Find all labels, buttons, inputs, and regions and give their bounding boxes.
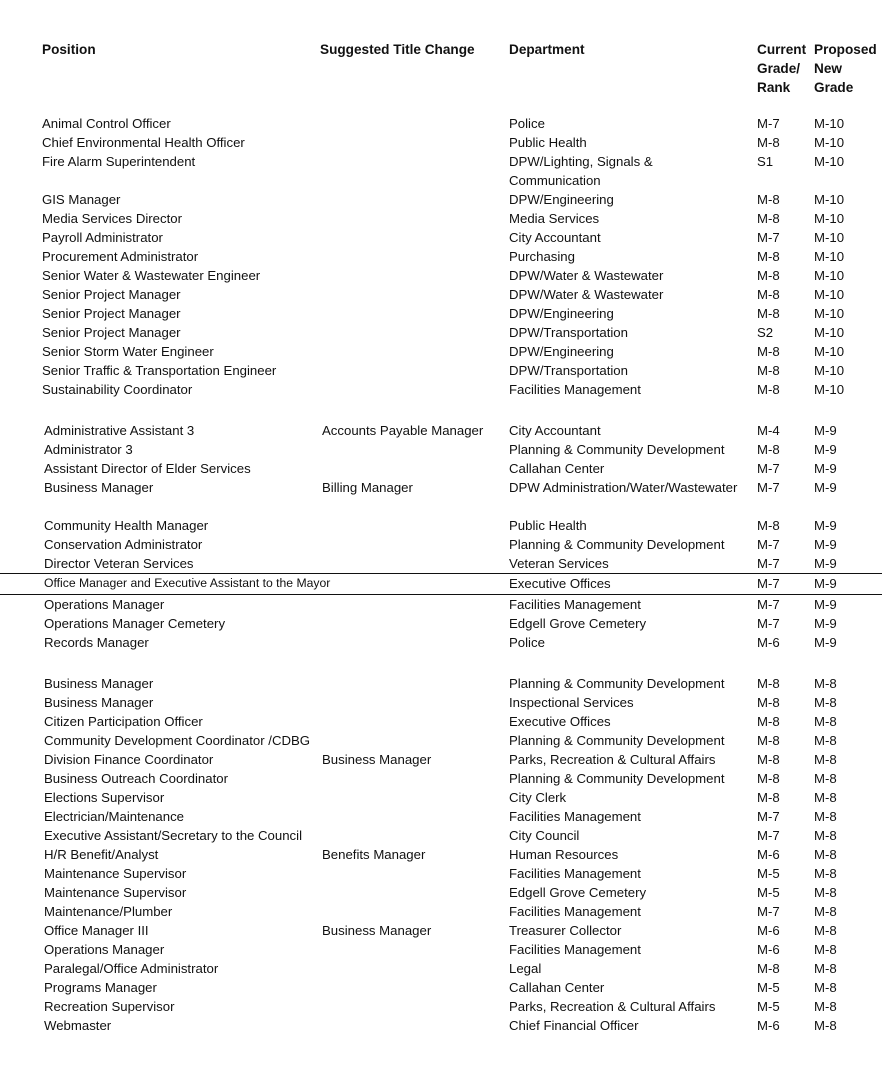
proposed-grade-cell: M-8 — [814, 790, 837, 805]
proposed-grade-cell: M-9 — [814, 616, 837, 631]
proposed-grade-cell: M-9 — [814, 537, 837, 552]
current-grade-cell: M-8 — [757, 695, 780, 710]
current-grade-cell: M-7 — [757, 904, 780, 919]
department-cell: DPW/Water & Wastewater — [509, 287, 664, 302]
proposed-grade-cell: M-8 — [814, 676, 837, 691]
table-row — [0, 440, 882, 459]
department-cell: Parks, Recreation & Cultural Affairs — [509, 999, 716, 1014]
position-cell: Webmaster — [44, 1018, 112, 1033]
proposed-grade-cell: M-8 — [814, 942, 837, 957]
proposed-grade-cell: M-9 — [814, 635, 837, 650]
position-cell: Business Manager — [44, 676, 154, 691]
current-grade-cell: M-7 — [757, 576, 780, 591]
department-cell: DPW/Engineering — [509, 192, 614, 207]
proposed-grade-cell: M-8 — [814, 923, 837, 938]
table-row — [0, 133, 882, 152]
proposed-grade-cell: M-8 — [814, 828, 837, 843]
proposed-grade-cell: M-8 — [814, 771, 837, 786]
table-header — [0, 40, 882, 100]
position-cell: Business Manager — [44, 480, 154, 495]
table-row — [0, 209, 882, 228]
current-grade-cell: M-7 — [757, 230, 780, 245]
department-cell: Treasurer Collector — [509, 923, 622, 938]
proposed-grade-cell: M-10 — [814, 154, 845, 169]
proposed-grade-cell: M-10 — [814, 382, 845, 397]
proposed-grade-cell: M-10 — [814, 135, 845, 150]
department-cell: Public Health — [509, 518, 587, 533]
position-cell: H/R Benefit/Analyst — [44, 847, 159, 862]
proposed-grade-cell: M-9 — [814, 423, 837, 438]
suggested-title-cell: Benefits Manager — [322, 847, 426, 862]
department-cell: Planning & Community Development — [509, 771, 725, 786]
table-row — [0, 152, 882, 190]
suggested-title-cell: Business Manager — [322, 923, 432, 938]
current-grade-cell: S1 — [757, 154, 774, 169]
table-row — [0, 921, 882, 940]
department-cell: Planning & Community Development — [509, 442, 725, 457]
table-row — [0, 361, 882, 380]
proposed-grade-cell: M-8 — [814, 752, 837, 767]
department-cell: Planning & Community Development — [509, 733, 725, 748]
current-grade-cell: M-8 — [757, 790, 780, 805]
current-grade-cell: M-8 — [757, 249, 780, 264]
current-grade-cell: M-8 — [757, 192, 780, 207]
current-grade-cell: M-5 — [757, 980, 780, 995]
suggested-title-cell: Accounts Payable Manager — [322, 423, 484, 438]
position-cell: Business Outreach Coordinator — [44, 771, 228, 786]
department-cell: City Accountant — [509, 423, 601, 438]
position-cell: Paralegal/Office Administrator — [44, 961, 219, 976]
table-row — [0, 573, 882, 595]
department-cell: Edgell Grove Cemetery — [509, 616, 647, 631]
header-position: Position — [42, 42, 96, 57]
current-grade-cell: M-7 — [757, 480, 780, 495]
table-row — [0, 997, 882, 1016]
proposed-grade-cell: M-9 — [814, 480, 837, 495]
department-cell: Parks, Recreation & Cultural Affairs — [509, 752, 716, 767]
proposed-grade-cell: M-9 — [814, 597, 837, 612]
position-cell: Community Development Coordinator /CDBG — [44, 733, 311, 748]
current-grade-cell: M-5 — [757, 999, 780, 1014]
current-grade-cell: M-8 — [757, 268, 780, 283]
header-suggested-title-change: Suggested Title Change — [320, 42, 475, 57]
proposed-grade-cell: M-8 — [814, 866, 837, 881]
department-cell: DPW Administration/Water/Wastewater — [509, 480, 738, 495]
proposed-grade-cell: M-10 — [814, 287, 845, 302]
department-cell: DPW/Engineering — [509, 306, 614, 321]
department-cell: City Council — [509, 828, 580, 843]
position-cell: Conservation Administrator — [44, 537, 203, 552]
position-cell: Community Health Manager — [44, 518, 209, 533]
suggested-title-cell: Business Manager — [322, 752, 432, 767]
current-grade-cell: M-7 — [757, 116, 780, 131]
proposed-grade-cell: M-8 — [814, 695, 837, 710]
department-cell: Human Resources — [509, 847, 619, 862]
table-row — [0, 342, 882, 361]
table-row — [0, 788, 882, 807]
current-grade-cell: M-8 — [757, 344, 780, 359]
table-row — [0, 323, 882, 342]
position-cell: Procurement Administrator — [42, 249, 199, 264]
position-cell: Records Manager — [44, 635, 149, 650]
proposed-grade-cell: M-10 — [814, 325, 845, 340]
current-grade-cell: M-8 — [757, 961, 780, 976]
position-cell: Senior Project Manager — [42, 306, 181, 321]
position-cell: Fire Alarm Superintendent — [42, 154, 196, 169]
proposed-grade-cell: M-9 — [814, 556, 837, 571]
current-grade-cell: M-5 — [757, 866, 780, 881]
section-m9 — [0, 421, 882, 652]
position-cell: Office Manager III — [44, 923, 149, 938]
position-cell: Director Veteran Services — [44, 556, 194, 571]
proposed-grade-cell: M-8 — [814, 714, 837, 729]
table-row — [0, 380, 882, 399]
department-cell: Facilities Management — [509, 942, 641, 957]
position-cell: Division Finance Coordinator — [44, 752, 214, 767]
proposed-grade-cell: M-8 — [814, 961, 837, 976]
table-row — [0, 459, 882, 478]
header-current-grade-rank: Current Grade/ Rank — [757, 42, 807, 95]
table-row — [0, 731, 882, 750]
current-grade-cell: M-6 — [757, 923, 780, 938]
department-cell: Facilities Management — [509, 597, 641, 612]
department-cell: DPW/Lighting, Signals & Communication — [509, 154, 653, 188]
position-cell: Maintenance Supervisor — [44, 885, 187, 900]
table-row — [0, 959, 882, 978]
proposed-grade-cell: M-10 — [814, 211, 845, 226]
table-row — [0, 883, 882, 902]
position-cell: Senior Traffic & Transportation Engineer — [42, 363, 277, 378]
position-cell: Citizen Participation Officer — [44, 714, 203, 729]
department-cell: DPW/Transportation — [509, 363, 628, 378]
department-cell: Executive Offices — [509, 714, 611, 729]
table-row — [0, 190, 882, 209]
current-grade-cell: M-8 — [757, 211, 780, 226]
current-grade-cell: M-6 — [757, 942, 780, 957]
section-m10 — [0, 114, 882, 399]
position-cell: Media Services Director — [42, 211, 182, 226]
department-cell: Chief Financial Officer — [509, 1018, 639, 1033]
proposed-grade-cell: M-9 — [814, 442, 837, 457]
table-row — [0, 807, 882, 826]
current-grade-cell: M-7 — [757, 537, 780, 552]
position-cell: Operations Manager — [44, 597, 165, 612]
current-grade-cell: S2 — [757, 325, 774, 340]
current-grade-cell: M-6 — [757, 1018, 780, 1033]
department-cell: Planning & Community Development — [509, 676, 725, 691]
current-grade-cell: M-8 — [757, 771, 780, 786]
position-cell: Office Manager and Executive Assistant to the Mayor — [44, 576, 331, 590]
department-cell: Public Health — [509, 135, 587, 150]
proposed-grade-cell: M-10 — [814, 306, 845, 321]
proposed-grade-cell: M-10 — [814, 230, 845, 245]
table-row — [0, 845, 882, 864]
position-cell: Senior Storm Water Engineer — [42, 344, 214, 359]
position-cell: GIS Manager — [42, 192, 121, 207]
proposed-grade-cell: M-9 — [814, 518, 837, 533]
department-cell: City Accountant — [509, 230, 601, 245]
proposed-grade-cell: M-10 — [814, 363, 845, 378]
table-row — [0, 614, 882, 633]
position-cell: Operations Manager — [44, 942, 165, 957]
header-proposed-new-grade: Proposed New Grade — [814, 42, 877, 95]
position-cell: Payroll Administrator — [42, 230, 163, 245]
position-cell: Senior Water & Wastewater Engineer — [42, 268, 261, 283]
position-cell: Sustainability Coordinator — [42, 382, 193, 397]
table-row — [0, 826, 882, 845]
department-cell: City Clerk — [509, 790, 567, 805]
position-cell: Business Manager — [44, 695, 154, 710]
table-row — [0, 478, 882, 516]
department-cell: Media Services — [509, 211, 600, 226]
current-grade-cell: M-8 — [757, 752, 780, 767]
position-cell: Operations Manager Cemetery — [44, 616, 226, 631]
department-cell: Police — [509, 635, 545, 650]
current-grade-cell: M-8 — [757, 135, 780, 150]
current-grade-cell: M-6 — [757, 635, 780, 650]
proposed-grade-cell: M-10 — [814, 268, 845, 283]
current-grade-cell: M-8 — [757, 733, 780, 748]
department-cell: Facilities Management — [509, 809, 641, 824]
department-cell: Facilities Management — [509, 382, 641, 397]
proposed-grade-cell: M-8 — [814, 885, 837, 900]
table-row — [0, 114, 882, 133]
position-cell: Senior Project Manager — [42, 325, 181, 340]
department-cell: Police — [509, 116, 545, 131]
proposed-grade-cell: M-10 — [814, 344, 845, 359]
department-cell: Executive Offices — [509, 576, 611, 591]
table-row — [0, 940, 882, 959]
proposed-grade-cell: M-9 — [814, 576, 837, 591]
table-row — [0, 864, 882, 883]
department-cell: DPW/Water & Wastewater — [509, 268, 664, 283]
current-grade-cell: M-8 — [757, 442, 780, 457]
table-row — [0, 978, 882, 997]
table-row — [0, 750, 882, 769]
department-cell: Callahan Center — [509, 461, 605, 476]
table-row — [0, 516, 882, 535]
table-row — [0, 228, 882, 247]
table-row — [0, 693, 882, 712]
department-cell: Facilities Management — [509, 904, 641, 919]
proposed-grade-cell: M-8 — [814, 980, 837, 995]
table-row — [0, 554, 882, 573]
position-cell: Senior Project Manager — [42, 287, 181, 302]
table-row — [0, 266, 882, 285]
current-grade-cell: M-8 — [757, 363, 780, 378]
suggested-title-cell: Billing Manager — [322, 480, 413, 495]
proposed-grade-cell: M-8 — [814, 904, 837, 919]
position-cell: Executive Assistant/Secretary to the Council — [44, 828, 303, 843]
table-row — [0, 674, 882, 693]
table-row — [0, 285, 882, 304]
proposed-grade-cell: M-10 — [814, 116, 845, 131]
department-cell: Callahan Center — [509, 980, 605, 995]
department-cell: Edgell Grove Cemetery — [509, 885, 647, 900]
table-row — [0, 633, 882, 652]
position-cell: Maintenance Supervisor — [44, 866, 187, 881]
department-cell: Veteran Services — [509, 556, 609, 571]
proposed-grade-cell: M-10 — [814, 249, 845, 264]
department-cell: Purchasing — [509, 249, 575, 264]
current-grade-cell: M-5 — [757, 885, 780, 900]
section-m8 — [0, 674, 882, 1035]
current-grade-cell: M-7 — [757, 616, 780, 631]
position-cell: Programs Manager — [44, 980, 157, 995]
table-row — [0, 1016, 882, 1035]
department-cell: Legal — [509, 961, 542, 976]
header-department: Department — [509, 42, 585, 57]
current-grade-cell: M-7 — [757, 556, 780, 571]
table-row — [0, 769, 882, 788]
table-row — [0, 902, 882, 921]
table-row — [0, 421, 882, 440]
current-grade-cell: M-8 — [757, 714, 780, 729]
current-grade-cell: M-6 — [757, 847, 780, 862]
department-cell: Facilities Management — [509, 866, 641, 881]
department-cell: DPW/Engineering — [509, 344, 614, 359]
position-cell: Maintenance/Plumber — [44, 904, 173, 919]
position-cell: Assistant Director of Elder Services — [44, 461, 251, 476]
current-grade-cell: M-7 — [757, 809, 780, 824]
current-grade-cell: M-8 — [757, 287, 780, 302]
current-grade-cell: M-7 — [757, 597, 780, 612]
proposed-grade-cell: M-9 — [814, 461, 837, 476]
position-cell: Elections Supervisor — [44, 790, 165, 805]
department-cell: DPW/Transportation — [509, 325, 628, 340]
department-cell: Planning & Community Development — [509, 537, 725, 552]
position-cell: Administrative Assistant 3 — [44, 423, 195, 438]
position-cell: Recreation Supervisor — [44, 999, 175, 1014]
current-grade-cell: M-8 — [757, 306, 780, 321]
department-cell: Inspectional Services — [509, 695, 634, 710]
position-cell: Electrician/Maintenance — [44, 809, 185, 824]
position-cell: Administrator 3 — [44, 442, 133, 457]
table-row — [0, 595, 882, 614]
current-grade-cell: M-7 — [757, 461, 780, 476]
position-cell: Chief Environmental Health Officer — [42, 135, 245, 150]
proposed-grade-cell: M-8 — [814, 809, 837, 824]
current-grade-cell: M-7 — [757, 828, 780, 843]
proposed-grade-cell: M-8 — [814, 999, 837, 1014]
proposed-grade-cell: M-10 — [814, 192, 845, 207]
table-row — [0, 535, 882, 554]
table-row — [0, 712, 882, 731]
proposed-grade-cell: M-8 — [814, 733, 837, 748]
proposed-grade-cell: M-8 — [814, 847, 837, 862]
proposed-grade-cell: M-8 — [814, 1018, 837, 1033]
table-row — [0, 304, 882, 323]
current-grade-cell: M-8 — [757, 676, 780, 691]
table-row — [0, 247, 882, 266]
current-grade-cell: M-8 — [757, 382, 780, 397]
current-grade-cell: M-8 — [757, 518, 780, 533]
current-grade-cell: M-4 — [757, 423, 780, 438]
position-cell: Animal Control Officer — [42, 116, 171, 131]
